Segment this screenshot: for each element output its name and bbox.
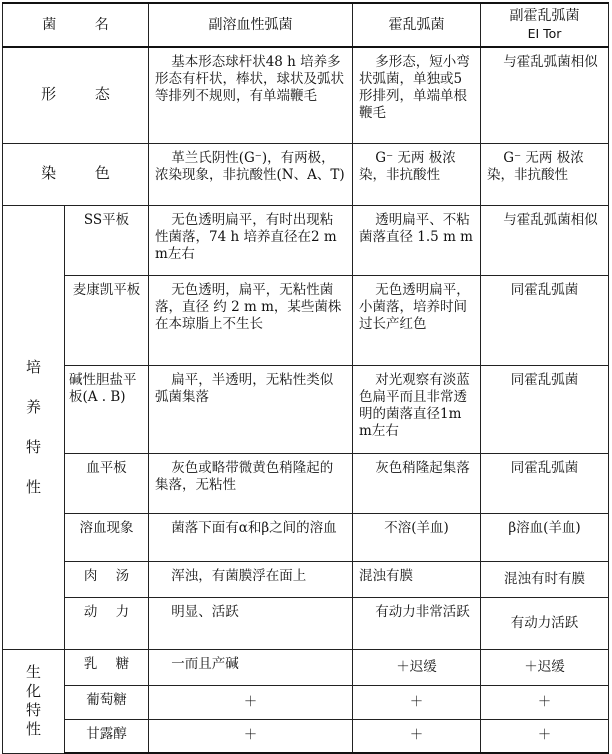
cell-culture-motility-cholera: 有动力非常活跃 <box>353 597 481 649</box>
cell-culture-ss-para: 无色透明扁平，有时出现粘性菌落，74 h 培养直径在2 m m左右 <box>149 205 353 275</box>
label-culture-motility: 动 力 <box>65 597 149 649</box>
row-staining <box>3 143 609 205</box>
cell-biochem-lactose-cholera: ＋迟缓 <box>353 649 481 685</box>
row-culture-blood <box>3 453 609 513</box>
row-biochem-mannitol <box>3 719 609 753</box>
cell-culture-macconkey-eltor: 同霍乱弧菌 <box>481 275 609 365</box>
cell-biochem-glucose-eltor: ＋ <box>481 685 609 719</box>
cell-staining-para: 革兰氏阴性(G⁻)，有两极，浓染现象，非抗酸性(N、A、T) <box>149 143 353 205</box>
label-morphology <box>3 47 149 143</box>
header-row <box>3 3 609 47</box>
cell-culture-macconkey-para: 无色透明，扁平，无粘性菌落，直径 约 2 m m，某些菌株在本琼脂上不生长 <box>149 275 353 365</box>
group-culture-label: 培养特性 <box>25 358 41 496</box>
label-biochem-lactose: 乳 糖 <box>65 649 149 685</box>
label-biochem-glucose: 葡萄糖 <box>65 685 149 719</box>
row-culture-motility <box>3 597 609 649</box>
header-eltor-line2: EI Tor <box>527 26 562 41</box>
cell-culture-blood-para: 灰色或略带微黄色稍隆起的集落，无粘性 <box>149 453 353 513</box>
row-morphology <box>3 47 609 143</box>
cell-morphology-para: 基本形态球杆状48 h 培养多形态有杆状，棒状，球状及弧状等排列不规则，有单端鞭毛 <box>149 47 353 143</box>
cell-biochem-mannitol-eltor: ＋ <box>481 719 609 753</box>
cell-culture-ss-eltor: 与霍乱弧菌相似 <box>481 205 609 275</box>
row-culture-ss <box>3 205 609 275</box>
row-culture-broth <box>3 561 609 597</box>
header-eltor-line1: 副霍乱弧菌 <box>509 8 580 24</box>
header-cholera: 霍乱弧菌 <box>353 3 481 47</box>
cell-culture-motility-eltor: 有动力活跃 <box>481 597 609 649</box>
cell-culture-broth-eltor: 混浊有时有膜 <box>481 561 609 597</box>
group-culture <box>3 205 65 649</box>
cell-culture-bile-eltor: 同霍乱弧菌 <box>481 365 609 453</box>
cell-biochem-mannitol-cholera: ＋ <box>353 719 481 753</box>
row-culture-macconkey <box>3 275 609 365</box>
group-biochem-label: 生化特性 <box>25 663 41 738</box>
row-culture-hemolysis <box>3 513 609 561</box>
row-biochem-lactose <box>3 649 609 685</box>
header-eltor <box>481 3 609 47</box>
cell-biochem-lactose-para: 一而且产碱 <box>149 649 353 685</box>
cell-culture-hemolysis-eltor: β溶血(羊血) <box>481 513 609 561</box>
label-staining <box>3 143 149 205</box>
label-culture-hemolysis: 溶血现象 <box>65 513 149 561</box>
cell-culture-motility-para: 明显、活跃 <box>149 597 353 649</box>
cell-culture-bile-para: 扁平，半透明，无粘性类似弧菌集落 <box>149 365 353 453</box>
cell-culture-broth-cholera: 混浊有膜 <box>353 561 481 597</box>
cell-culture-blood-eltor: 同霍乱弧菌 <box>481 453 609 513</box>
cell-staining-cholera: G⁻ 无两 极浓染，非抗酸性 <box>353 143 481 205</box>
cell-culture-hemolysis-para: 菌落下面有α和β之间的溶血 <box>149 513 353 561</box>
group-biochem <box>3 649 65 753</box>
vibrio-comparison-table <box>2 2 609 754</box>
label-culture-broth: 肉 汤 <box>65 561 149 597</box>
cell-culture-ss-cholera: 透明扁平、不粘菌落直径 1.5 m m <box>353 205 481 275</box>
label-biochem-mannitol: 甘露醇 <box>65 719 149 753</box>
cell-staining-eltor: G⁻ 无两 极浓染，非抗酸性 <box>481 143 609 205</box>
cell-morphology-eltor: 与霍乱弧菌相似 <box>481 47 609 143</box>
row-biochem-glucose <box>3 685 609 719</box>
label-culture-ss: SS平板 <box>65 205 149 275</box>
label-culture-macconkey: 麦康凯平板 <box>65 275 149 365</box>
header-para: 副溶血性弧菌 <box>149 3 353 47</box>
cell-biochem-lactose-eltor: ＋迟缓 <box>481 649 609 685</box>
cell-culture-hemolysis-cholera: 不溶(羊血) <box>353 513 481 561</box>
label-morphology-text: 形 态 <box>41 85 110 104</box>
cell-biochem-glucose-para: ＋ <box>149 685 353 719</box>
label-culture-blood: 血平板 <box>65 453 149 513</box>
header-name <box>3 3 149 47</box>
cell-biochem-mannitol-para: ＋ <box>149 719 353 753</box>
cell-culture-broth-para: 浑浊，有菌膜浮在面上 <box>149 561 353 597</box>
cell-culture-bile-cholera: 对光观察有淡蓝色扁平而且非常透明的菌落直径1m m左右 <box>353 365 481 453</box>
label-culture-bile: 碱性胆盐平板(A . B) <box>65 365 149 453</box>
cell-culture-macconkey-cholera: 无色透明扁平，小菌落，培养时间过长产红色 <box>353 275 481 365</box>
label-staining-text: 染 色 <box>41 164 110 182</box>
cell-culture-blood-cholera: 灰色稍隆起集落 <box>353 453 481 513</box>
cell-morphology-cholera: 多形态，短小弯状弧菌，单独或5形排列，单端单根鞭毛 <box>353 47 481 143</box>
header-name-text: 菌 名 <box>42 16 109 33</box>
row-culture-bile <box>3 365 609 453</box>
cell-biochem-glucose-cholera: ＋ <box>353 685 481 719</box>
